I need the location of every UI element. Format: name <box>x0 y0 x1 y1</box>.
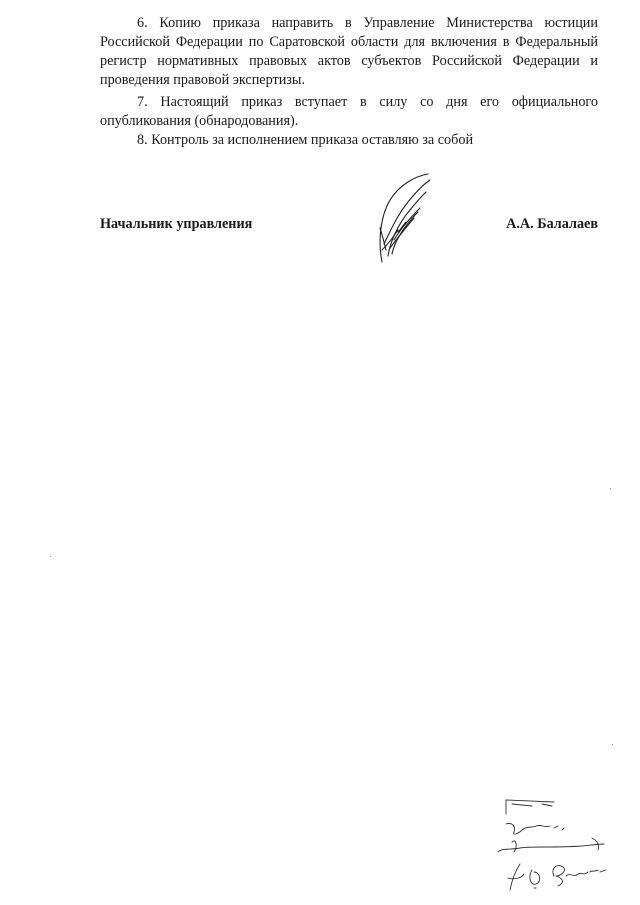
paragraph-8: 8. Контроль за исполнением приказа оставляю за собой <box>137 132 474 148</box>
signatory-position: Начальник управления <box>100 216 253 232</box>
paragraph-7: 7. Настоящий приказ вступает в силу со дня его официального опубликования (обнародования). <box>100 94 598 129</box>
scan-speck <box>610 488 611 489</box>
approval-marks <box>492 792 620 896</box>
scan-speck <box>50 556 51 557</box>
signature-block <box>100 216 598 238</box>
handwritten-signature <box>368 172 438 264</box>
signatory-name: А.А. Балалаев <box>506 216 598 232</box>
paragraph-6: 6. Копию приказа направить в Управление Министерства юстиции Российской Федерации по Саратовской области для включения в Федеральный регистр нормативных правовых актов субъектов Российской Федерации и проведения правовой экспертизы. <box>100 15 598 88</box>
scan-speck <box>612 744 613 745</box>
